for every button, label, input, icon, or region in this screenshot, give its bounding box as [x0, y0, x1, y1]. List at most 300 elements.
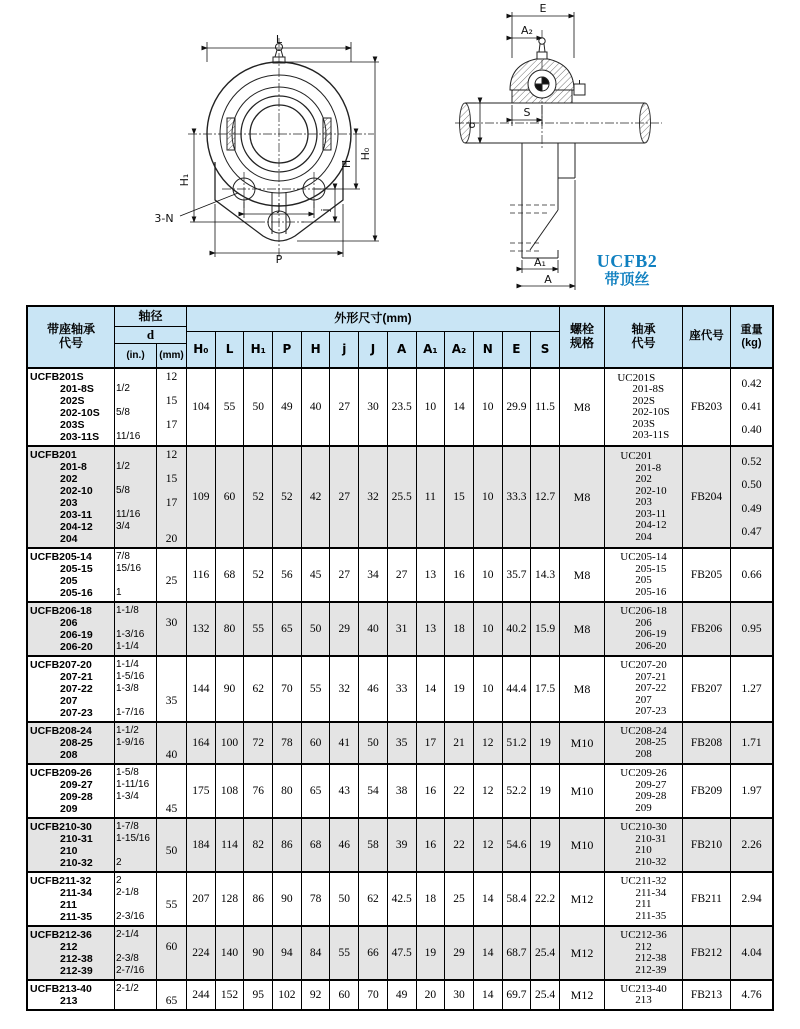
- unit-code-line: 212-39: [60, 965, 93, 977]
- dimension-value-cell: 21: [445, 723, 474, 763]
- dimension-value-cell: 18: [417, 873, 446, 925]
- bolt-spec-cell: M8: [560, 369, 605, 445]
- dimension-value-cell: 19: [539, 839, 551, 851]
- dimension-value-cell: 68: [302, 819, 331, 871]
- dimension-value-cell: 25.4: [535, 989, 556, 1001]
- dimension-value-cell: 10: [474, 603, 503, 655]
- unit-code-line: 203S: [60, 419, 85, 431]
- shaft-dia-in-cell: [115, 765, 157, 817]
- dimension-value-cell: 50: [244, 369, 273, 445]
- dimension-value-cell: 116: [187, 549, 216, 601]
- unit-code-line: 211-34: [60, 887, 93, 899]
- shaft-dia-in-value: 1-11/16: [116, 779, 150, 790]
- dimension-value-cell: 19: [539, 785, 551, 797]
- unit-code-line: UCFB212-36: [30, 929, 92, 941]
- header-weight: [731, 307, 772, 367]
- dim-label-j: j: [319, 208, 332, 212]
- weight-cell: [731, 765, 772, 817]
- dimension-value-cell: 80: [273, 765, 302, 817]
- shaft-dia-mm-cell: [157, 873, 187, 925]
- dimension-value-cell: 43: [330, 765, 359, 817]
- dimension-value-cell: 207: [187, 873, 216, 925]
- header-dim-col: L: [216, 332, 245, 367]
- weight-value: 1.27: [741, 683, 762, 695]
- shaft-dia-in-value: [116, 419, 155, 431]
- shaft-dia-in-value: [116, 899, 155, 911]
- unit-code-line: 204-12: [60, 521, 93, 533]
- shaft-dia-in-value: [116, 845, 155, 857]
- dimension-value-cell: 65: [273, 603, 302, 655]
- dimension-value-cell: 58.4: [503, 873, 532, 925]
- shaft-dia-mm-cell: [157, 447, 187, 547]
- unit-code-line: 210-31: [60, 833, 93, 845]
- header-dim-col: H₁: [244, 332, 273, 367]
- bearing-code-line: 210-31: [635, 832, 667, 845]
- shaft-dia-in-value: 15/16: [116, 563, 142, 574]
- dimension-value-cell: 50: [302, 603, 331, 655]
- dimension-value-cell: 56: [273, 549, 302, 601]
- dimension-value-cell: 52.2: [503, 765, 532, 817]
- dimension-value-cell: 49: [388, 981, 417, 1009]
- dimension-value-cell: 244: [187, 981, 216, 1009]
- shaft-dia-mm-value: [157, 737, 186, 749]
- bearing-code-block: [620, 606, 666, 652]
- bearing-code-line: UC207-20: [620, 659, 667, 672]
- series-label: [572, 252, 682, 288]
- header-dim-col: E: [503, 332, 532, 367]
- bearing-code-cell: [605, 549, 683, 601]
- dimension-value-cell: 12: [474, 723, 503, 763]
- weight-value: 0.95: [741, 623, 762, 635]
- weight-value: 4.04: [741, 947, 762, 959]
- shaft-dia-mm-value: 15: [165, 473, 178, 485]
- dimension-value-cell: 49: [273, 369, 302, 445]
- unit-code-line: 202S: [60, 395, 85, 407]
- bearing-code-block: [620, 768, 666, 814]
- dimension-value-cell: 35.7: [503, 549, 532, 601]
- dimension-value-cell: 22: [445, 765, 474, 817]
- bearing-code-line: 207-23: [635, 705, 667, 718]
- header-dim-col: N: [474, 332, 503, 367]
- bearing-code-line: 205: [635, 574, 652, 586]
- bearing-code-line: 203-11S: [632, 429, 670, 441]
- shaft-dia-mm-value: 35: [165, 695, 178, 707]
- bearing-code-line: 205-15: [635, 562, 667, 575]
- bearing-code-line: UC211-32: [620, 875, 667, 887]
- shaft-dia-in-value: [116, 371, 155, 383]
- dimension-value-cell: 78: [273, 723, 302, 763]
- shaft-dia-mm-value: 12: [165, 371, 178, 383]
- bearing-code-cell: [605, 447, 683, 547]
- dimension-value-cell: 22.2: [535, 893, 556, 905]
- shaft-dia-mm-value: 65: [165, 995, 178, 1007]
- shaft-dia-in-value: 1/2: [116, 461, 130, 472]
- shaft-dia-in-value: [116, 695, 155, 707]
- shaft-dia-mm-value: 55: [165, 899, 178, 911]
- dimension-value-cell: 46: [359, 657, 388, 721]
- shaft-dia-in-value: 1-3/4: [116, 791, 139, 802]
- unit-code-line: UCFB207-20: [30, 659, 92, 671]
- header-mm-label: (mm): [159, 349, 184, 361]
- unit-code-line: UCFB211-32: [30, 875, 92, 887]
- table-row: [28, 657, 772, 723]
- dimension-value-cell: 27: [330, 549, 359, 601]
- dimension-value-cell: 144: [187, 657, 216, 721]
- shaft-dia-mm-value: [157, 953, 186, 965]
- bearing-code-line: 212-38: [635, 952, 667, 964]
- bolt-spec-cell: M12: [560, 927, 605, 979]
- bearing-code-line: 208-25: [635, 736, 667, 749]
- weight-cell: [731, 603, 772, 655]
- shaft-dia-in-value: 1/2: [116, 383, 130, 394]
- dimension-value-cell: 224: [187, 927, 216, 979]
- unit-code-cell: [28, 981, 115, 1009]
- housing-code-cell: FB207: [683, 657, 731, 721]
- unit-code-cell: [28, 927, 115, 979]
- dimension-value-cell: 30: [359, 369, 388, 445]
- dimension-value-cell: 114: [216, 819, 245, 871]
- header-dim-col: A₂: [445, 332, 474, 367]
- unit-code-line: 206: [60, 617, 78, 629]
- dimension-table: [26, 305, 774, 1011]
- bearing-code-line: UC209-26: [620, 767, 667, 779]
- dimension-values: [187, 765, 560, 817]
- shaft-dia-mm-value: [157, 929, 186, 941]
- bearing-code-cell: [605, 765, 683, 817]
- unit-code-line: 203: [60, 497, 78, 509]
- header-dim-col: A₁: [417, 332, 446, 367]
- unit-code-line: 208-25: [60, 737, 93, 749]
- unit-code-line: 211-35: [60, 911, 93, 923]
- unit-code-cell: [28, 873, 115, 925]
- shaft-dia-mm-value: [157, 461, 186, 473]
- bearing-code-cell: [605, 981, 683, 1009]
- dimension-value-cell: 40.2: [503, 603, 532, 655]
- header-unit-code-line2: 代号: [58, 336, 83, 350]
- unit-code-line: 210-32: [60, 857, 93, 869]
- dimension-value-cell: 11.5: [535, 401, 555, 413]
- dimension-value-cell: 10: [417, 369, 446, 445]
- header-unit-code-line1: 带座轴承: [46, 322, 95, 337]
- shaft-dia-in-value: 1-5/8: [116, 767, 139, 778]
- shaft-dia-mm-value: [157, 641, 186, 653]
- shaft-dia-in-value: 1-3/16: [116, 629, 145, 640]
- dimension-value-cell: 41: [330, 723, 359, 763]
- dimension-value-cell: 140: [216, 927, 245, 979]
- header-dim-col: H₀: [187, 332, 216, 367]
- bolt-spec-cell: M10: [560, 819, 605, 871]
- bearing-code-line: 204-12: [635, 519, 667, 531]
- shaft-dia-mm-value: 50: [165, 845, 178, 857]
- bolt-spec-cell: M8: [560, 657, 605, 721]
- bearing-code-line: 205-16: [635, 585, 667, 598]
- shaft-dia-mm-value: [157, 887, 186, 899]
- bearing-code-block: [620, 726, 666, 761]
- bearing-code-cell: [605, 603, 683, 655]
- weight-cell: [731, 873, 772, 925]
- weight-value: 2.26: [741, 839, 762, 851]
- bearing-code-line: 210-32: [635, 855, 667, 868]
- bolt-spec-cell: M8: [560, 603, 605, 655]
- dim-label-H1: H₁: [178, 173, 191, 187]
- shaft-dia-mm-cell: [157, 927, 187, 979]
- dimension-value-cell: 72: [244, 723, 273, 763]
- dimension-value-cell: 47.5: [388, 927, 417, 979]
- dimension-value-cell: 25: [445, 873, 474, 925]
- dimension-value-cell: 104: [187, 369, 216, 445]
- shaft-dia-mm-value: [157, 407, 186, 419]
- unit-code-line: 209-27: [60, 779, 93, 791]
- bearing-code-line: 201-8S: [632, 383, 665, 395]
- unit-code-cell: [28, 369, 115, 445]
- table-body: [28, 369, 772, 1009]
- bearing-code-line: 210: [635, 844, 652, 856]
- header-dims-group: [187, 307, 560, 367]
- weight-value: 0.49: [741, 502, 762, 515]
- unit-code-line: UCFB208-24: [30, 725, 92, 737]
- dimension-value-cell: 152: [216, 981, 245, 1009]
- unit-code-cell: [28, 765, 115, 817]
- dimension-values: [187, 603, 560, 655]
- dimension-value-cell: 42.5: [388, 873, 417, 925]
- dimension-value-cell: 90: [216, 657, 245, 721]
- bolt-spec-cell: M12: [560, 873, 605, 925]
- dimension-values: [187, 447, 560, 547]
- table-row: [28, 765, 772, 819]
- dim-label-A1: A₁: [534, 256, 546, 269]
- dimension-value-cell: 14: [445, 369, 474, 445]
- shaft-dia-mm-value: 25: [165, 575, 178, 587]
- header-housing-label: 座代号: [689, 330, 724, 343]
- bearing-code-line: UC210-30: [620, 821, 667, 833]
- housing-code-cell: FB203: [683, 369, 731, 445]
- dimension-values: [187, 657, 560, 721]
- dimension-value-cell: 184: [187, 819, 216, 871]
- shaft-dia-in-value: 2-3/8: [116, 953, 139, 964]
- shaft-dia-mm-value: [157, 911, 186, 923]
- bearing-code-line: UC212-36: [620, 929, 667, 941]
- bearing-code-line: 206-20: [635, 639, 667, 652]
- dimension-value-cell: 76: [244, 765, 273, 817]
- dimension-value-cell: 109: [187, 447, 216, 547]
- bearing-code-line: UC201S: [617, 371, 656, 384]
- shaft-dia-in-value: 11/16: [116, 509, 141, 520]
- dimension-value-cell: 23.5: [388, 369, 417, 445]
- shaft-dia-in-value: 2-7/16: [116, 965, 145, 976]
- bearing-code-line: 202: [635, 473, 652, 485]
- housing-code-cell: FB208: [683, 723, 731, 763]
- dimension-value-cell: 55: [244, 603, 273, 655]
- unit-code-line: 205: [60, 575, 78, 587]
- dimension-value-cell: 10: [474, 549, 503, 601]
- bearing-code-line: 201-8: [635, 461, 662, 474]
- dimension-value-cell: 31: [388, 603, 417, 655]
- shaft-dia-mm-value: [157, 587, 186, 599]
- bearing-code-block: [620, 984, 666, 1007]
- unit-code-cell: [28, 819, 115, 871]
- header-bearing-line1: 轴承: [631, 322, 656, 337]
- dim-label-H0: H₀: [359, 147, 372, 161]
- dim-label-A: A: [544, 273, 552, 286]
- shaft-dia-mm-value: 12: [165, 449, 178, 461]
- dimension-value-cell: 27: [330, 369, 359, 445]
- dimension-value-cell: 164: [187, 723, 216, 763]
- unit-code-line: 202-10S: [60, 407, 100, 419]
- shaft-dia-mm-cell: [157, 369, 187, 445]
- weight-cell: [731, 927, 772, 979]
- dimension-value-cell: 46: [330, 819, 359, 871]
- weight-cell: [731, 369, 772, 445]
- shaft-dia-mm-value: [157, 671, 186, 683]
- shaft-dia-in-value: [116, 749, 155, 761]
- bearing-code-line: 213: [635, 994, 652, 1006]
- bearing-code-line: 207-21: [635, 670, 667, 683]
- header-dim-col: H: [302, 332, 331, 367]
- header-dim-col: P: [273, 332, 302, 367]
- bearing-code-line: 207: [635, 693, 652, 706]
- unit-code-line: 212-38: [60, 953, 93, 965]
- bearing-code-line: 208: [635, 747, 652, 760]
- dimension-value-cell: 15.9: [535, 623, 556, 635]
- dimension-value-cell: 40: [359, 603, 388, 655]
- dimension-value-cell: 29.9: [503, 369, 532, 445]
- dimension-values: [187, 873, 560, 925]
- dim-label-3N: 3-N: [154, 212, 174, 225]
- shaft-dia-in-value: 11/16: [116, 431, 141, 442]
- shaft-dia-mm-value: [157, 563, 186, 575]
- unit-code-line: 203-11S: [60, 431, 100, 443]
- unit-code-line: 207-21: [60, 671, 93, 683]
- shaft-dia-in-cell: [115, 927, 157, 979]
- dimension-value-cell: 30: [445, 981, 474, 1009]
- shaft-dia-in-value: 1-15/16: [116, 833, 150, 844]
- unit-code-line: 210: [60, 845, 78, 857]
- dim-label-d: d: [465, 121, 478, 129]
- dimension-value-cell: 62: [244, 657, 273, 721]
- shaft-dia-in-value: 1-9/16: [116, 737, 145, 748]
- dimension-value-cell: 25.5: [388, 447, 417, 547]
- shaft-dia-in-value: [116, 395, 155, 407]
- unit-code-line: 207: [60, 695, 78, 707]
- shaft-dia-in-value: 1-7/8: [116, 821, 139, 832]
- shaft-dia-mm-value: [157, 431, 186, 443]
- housing-code-cell: FB213: [683, 981, 731, 1009]
- bolt-spec-cell: M12: [560, 981, 605, 1009]
- header-bolt-spec: [560, 307, 605, 367]
- dimension-value-cell: 45: [302, 549, 331, 601]
- shaft-dia-mm-cell: [157, 765, 187, 817]
- shaft-dia-in-value: [116, 803, 155, 815]
- dimension-value-cell: 128: [216, 873, 245, 925]
- header-shaft-dia: [115, 307, 187, 367]
- dimension-value-cell: 90: [273, 873, 302, 925]
- shaft-dia-mm-value: [157, 833, 186, 845]
- dimension-value-cell: 40: [302, 369, 331, 445]
- weight-cell: [731, 819, 772, 871]
- unit-code-cell: [28, 723, 115, 763]
- header-bearing-line2: 代号: [631, 336, 656, 350]
- dimension-values: [187, 927, 560, 979]
- dim-label-A2: A₂: [521, 24, 533, 37]
- dimension-value-cell: 54: [359, 765, 388, 817]
- unit-code-line: 202-10: [60, 485, 93, 497]
- header-dim-letters: [187, 332, 559, 367]
- bearing-code-line: UC205-14: [620, 551, 667, 563]
- table-header: [28, 307, 772, 369]
- weight-value: 1.97: [741, 785, 762, 797]
- shaft-dia-mm-cell: [157, 549, 187, 601]
- unit-code-line: 206-20: [60, 641, 93, 653]
- dimension-value-cell: 14: [474, 927, 503, 979]
- dimension-value-cell: 20: [417, 981, 446, 1009]
- dimension-value-cell: 65: [302, 765, 331, 817]
- dimension-value-cell: 16: [445, 549, 474, 601]
- header-shaft-dia-label: 轴径: [115, 307, 186, 327]
- dim-label-E: E: [539, 2, 547, 15]
- weight-value: 2.94: [741, 893, 762, 905]
- weight-value: 0.66: [741, 569, 762, 581]
- shaft-dia-mm-value: [157, 605, 186, 617]
- shaft-dia-mm-cell: [157, 981, 187, 1009]
- dimension-value-cell: 17: [417, 723, 446, 763]
- dimension-value-cell: 62: [359, 873, 388, 925]
- shaft-dia-in-value: 1-7/16: [116, 707, 145, 718]
- housing-code-cell: FB212: [683, 927, 731, 979]
- shaft-dia-in-value: [116, 449, 155, 461]
- shaft-dia-mm-value: [157, 659, 186, 671]
- shaft-dia-in-cell: [115, 981, 157, 1009]
- dimension-value-cell: 29: [445, 927, 474, 979]
- header-dim-col: j: [330, 332, 359, 367]
- shaft-dia-in-value: 2-1/2: [116, 983, 139, 994]
- dimension-value-cell: 16: [417, 765, 446, 817]
- bearing-code-line: 202S: [632, 394, 655, 407]
- bolt-spec-cell: M8: [560, 447, 605, 547]
- bearing-code-line: 203-11: [635, 507, 667, 520]
- unit-code-line: 201-8: [60, 461, 87, 473]
- unit-code-line: UCFB213-40: [30, 983, 92, 995]
- shaft-dia-in-cell: [115, 723, 157, 763]
- bearing-code-block: [620, 660, 666, 718]
- dimension-value-cell: 82: [244, 819, 273, 871]
- shaft-dia-in-value: [116, 473, 155, 485]
- shaft-dia-in-value: 1-3/8: [116, 683, 139, 694]
- dimension-value-cell: 19: [539, 737, 551, 749]
- header-bolt-line1: 螺栓: [569, 322, 594, 337]
- dimension-value-cell: 10: [474, 447, 503, 547]
- housing-code-cell: FB205: [683, 549, 731, 601]
- bearing-code-line: 203S: [632, 417, 655, 430]
- shaft-dia-in-cell: [115, 873, 157, 925]
- bearing-code-line: UC208-24: [620, 724, 667, 737]
- shaft-dia-mm-value: [157, 767, 186, 779]
- shaft-dia-in-cell: [115, 603, 157, 655]
- shaft-dia-mm-cell: [157, 603, 187, 655]
- bearing-code-cell: [605, 819, 683, 871]
- header-dim-col: J: [359, 332, 388, 367]
- header-housing-code: [683, 307, 731, 367]
- unit-code-line: 211: [60, 899, 77, 911]
- shaft-dia-mm-value: 15: [165, 395, 178, 407]
- unit-code-line: 206-19: [60, 629, 93, 641]
- dimension-values: [187, 723, 560, 763]
- bolt-spec-cell: M10: [560, 765, 605, 817]
- bearing-code-line: 209-28: [635, 790, 667, 802]
- dimension-value-cell: 55: [216, 369, 245, 445]
- shaft-dia-mm-value: [157, 521, 186, 533]
- dimension-value-cell: 51.2: [503, 723, 532, 763]
- dimension-value-cell: 60: [330, 981, 359, 1009]
